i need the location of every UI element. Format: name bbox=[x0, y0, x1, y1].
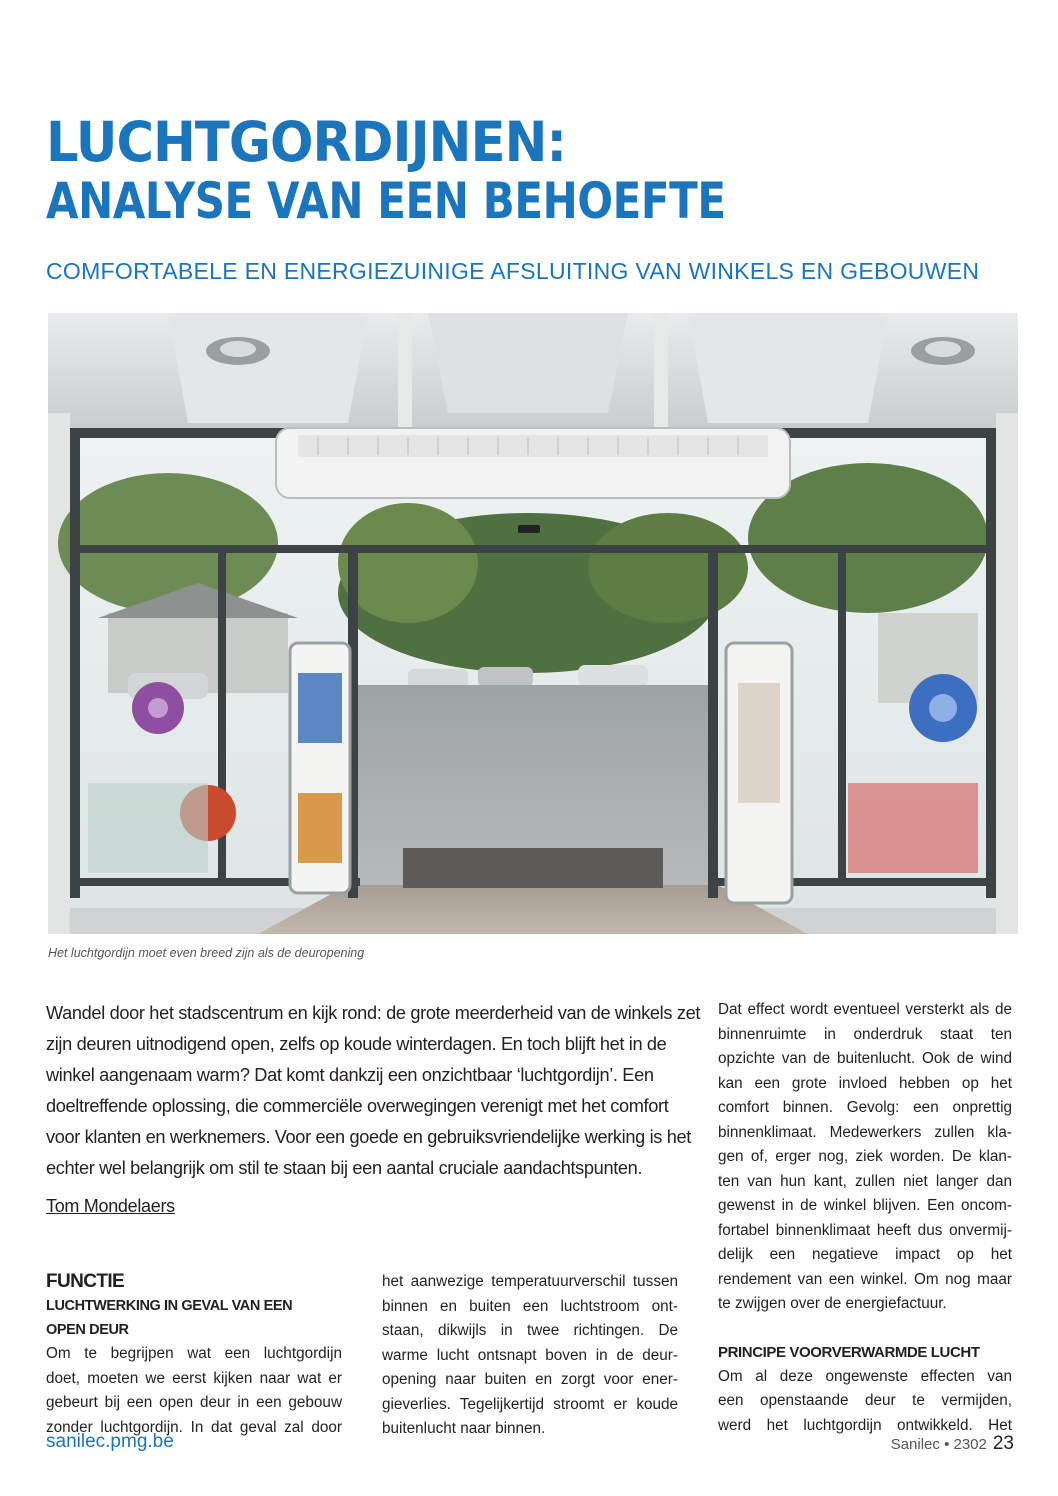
body-line: opzichte van de buitenlucht. Ook de wind bbox=[718, 1050, 1012, 1067]
subheading-line: LUCHTWERKING IN GEVAL VAN EEN bbox=[46, 1298, 293, 1314]
storefront-photo bbox=[48, 313, 1018, 934]
body-line: het aanwezige temperatuurverschil tussen bbox=[382, 1273, 678, 1290]
body-line: buitenlucht naar binnen. bbox=[382, 1420, 546, 1437]
body-line: rendement van een winkel. Om nog maar bbox=[718, 1270, 1012, 1288]
body-line: binnenruimte in onderdruk staat ten bbox=[718, 1025, 1012, 1043]
body-line: gieverlies. Tegelijkertijd stroomt er koude bbox=[382, 1395, 678, 1413]
section-heading-functie: FUNCTIE bbox=[46, 1271, 125, 1292]
footer-issue bbox=[891, 1433, 1014, 1455]
body-line: ten van hun kant, zullen niet langer dan bbox=[718, 1172, 1012, 1190]
photo-caption: Het luchtgordijn moet even breed zijn als de deuropening bbox=[48, 946, 365, 960]
column-2 bbox=[382, 1270, 678, 1442]
body-line: binnenklimaat. Medewerkers zullen kla- bbox=[718, 1123, 1012, 1141]
body-line: zonder luchtgordijn. In dat geval zal door bbox=[46, 1418, 342, 1436]
body-line: gen of, erger nog, ziek worden. De klan- bbox=[718, 1148, 1012, 1165]
intro-paragraph bbox=[46, 998, 701, 1184]
intro-line: zijn deuren uitnodigend open, zelfs op koude winterdagen. En toch blijft het in de bbox=[46, 1034, 667, 1054]
body-line: Om te begrijpen wat een luchtgordijn bbox=[46, 1345, 342, 1362]
body-line: kan een grote invloed hebben op het bbox=[718, 1074, 1012, 1092]
body-line: werd het luchtgordijn ontwikkeld. Het bbox=[718, 1416, 1012, 1434]
body-line: opening naar buiten en zorgt voor ener- bbox=[382, 1371, 678, 1388]
body-line: comfort binnen. Gevolg: een onprettig bbox=[718, 1099, 1012, 1116]
article-title-line2: ANALYSE VAN EEN BEHOEFTE bbox=[46, 172, 726, 230]
subheading-line: OPEN DEUR bbox=[46, 1322, 129, 1338]
page-number: 23 bbox=[992, 1433, 1014, 1454]
body-line: Om al deze ongewenste effecten van bbox=[718, 1367, 1012, 1385]
body-line: binnen en buiten een luchtstroom ont- bbox=[382, 1297, 678, 1315]
article-subtitle: COMFORTABELE EN ENERGIEZUINIGE AFSLUITING VAN WINKELS EN GEBOUWEN bbox=[46, 258, 980, 284]
column-1 bbox=[46, 1270, 342, 1440]
intro-line: echter wel belangrijk om stil te staan bij een aantal cruciale aandachtspunten. bbox=[46, 1158, 643, 1178]
body-line: Dat effect wordt eventueel versterkt als de bbox=[718, 1001, 1012, 1018]
intro-line: voor klanten en werknemers. Voor een goede en gebruiksvriendelijke werking is het bbox=[46, 1127, 691, 1147]
article-title: LUCHTGORDIJNEN: bbox=[46, 110, 566, 174]
intro-line: winkel aangenaam warm? Dat komt dankzij een onzichtbaar ‘luchtgordijn’. Een bbox=[46, 1065, 654, 1085]
column-3 bbox=[718, 998, 1012, 1438]
body-line: gewenst in de winkel blijven. Een oncom- bbox=[718, 1197, 1012, 1214]
body-line: te zwijgen over de energiefactuur. bbox=[718, 1295, 947, 1312]
body-line: doet, moeten we eerst kijken naar wat er bbox=[46, 1369, 342, 1387]
section-heading-principe: PRINCIPE VOORVERWARMDE LUCHT bbox=[718, 1343, 980, 1361]
body-line: fortabel binnenklimaat heeft dus onvermij- bbox=[718, 1221, 1012, 1239]
body-line: een openstaande deur te vermijden, bbox=[718, 1392, 1012, 1409]
footer-website: sanilec.pmg.be bbox=[46, 1431, 174, 1452]
body-line: staan, dikwijls in twee richtingen. De bbox=[382, 1322, 678, 1339]
intro-line: doeltreffende oplossing, die commerciële overwegingen verenigt met het comfort bbox=[46, 1096, 669, 1116]
body-line: gebeurt bij een open deur in een gebouw bbox=[46, 1394, 342, 1411]
intro-line: Wandel door het stadscentrum en kijk rond: de grote meerderheid van de winkels zet bbox=[46, 1003, 701, 1023]
body-line: warme lucht ontsnapt boven in de deur- bbox=[382, 1346, 678, 1364]
author-name: Tom Mondelaers bbox=[46, 1196, 175, 1216]
issue-label: Sanilec • 2302 bbox=[890, 1436, 987, 1453]
body-line: delijk een negatieve impact op het bbox=[718, 1246, 1012, 1263]
